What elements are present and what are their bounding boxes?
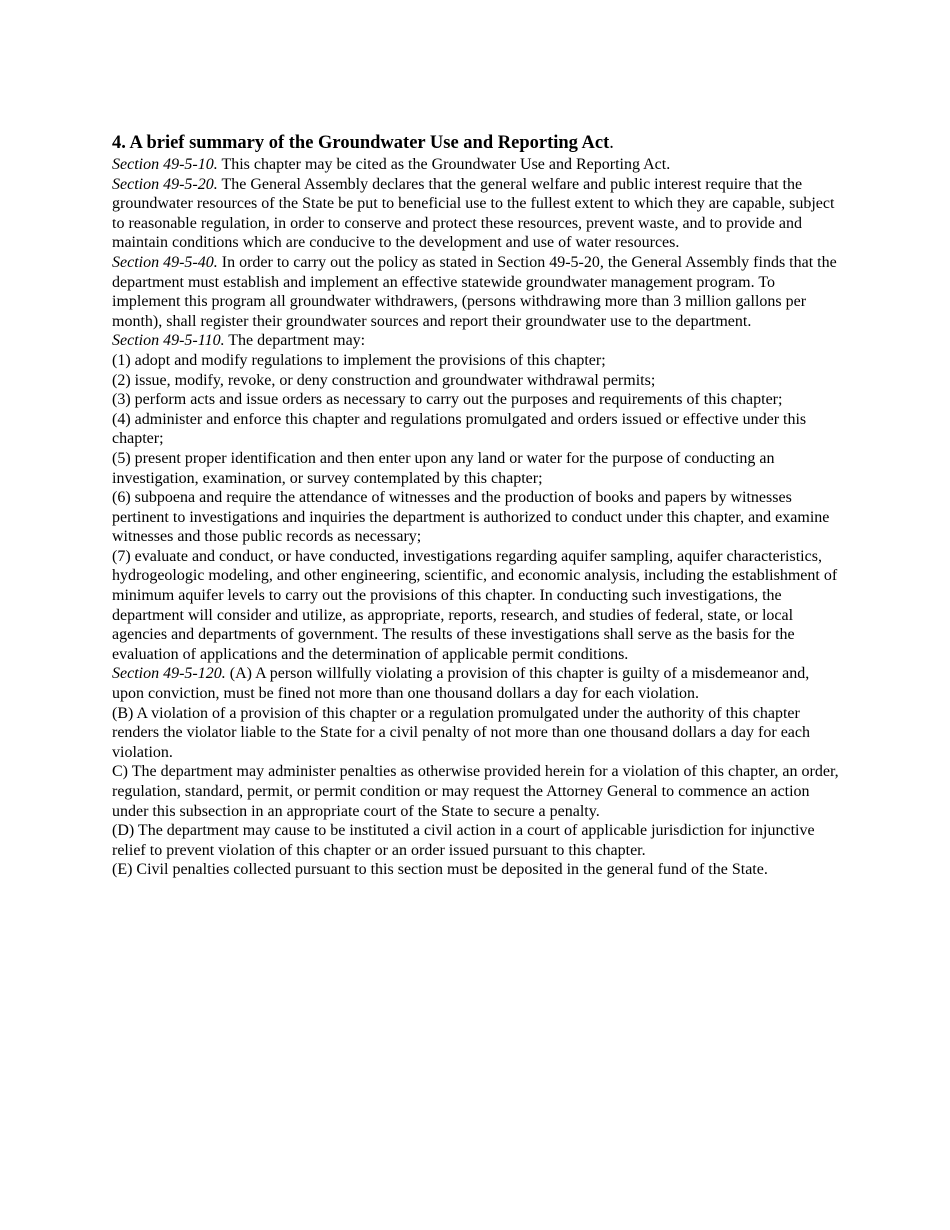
paragraph-text: In order to carry out the policy as stated in Section 49-5-20, the General Assembly finds that the department must establish and implement an effective statewide groundwater management program. To implement this program all groundwater withdrawers, (persons withdrawing more than 3 million gallons per month), shall register their groundwater sources and report their groundwater use to the department.	[112, 253, 837, 330]
subsection-e	[112, 860, 842, 880]
paragraph-text: The department may:	[224, 332, 366, 350]
document-page	[112, 131, 842, 880]
paragraph-text: This chapter may be cited as the Groundwater Use and Reporting Act.	[217, 156, 671, 173]
document-heading	[112, 131, 842, 155]
paragraph-text: (5) present proper identification and then enter upon any land or water for the purpose of conducting an investigation, examination, or survey contemplated by this chapter;	[112, 449, 775, 487]
section-number: Section 49-5-110.	[112, 332, 225, 350]
paragraph-text: The General Assembly declares that the general welfare and public interest require that the groundwater resources of the State be put to beneficial use to the fullest extent to which they are capable, subject to reasonable regulation, in order to conserve and protect these resources, prevent waste, and to provide and maintain conditions which are conducive to the development and use of water resources.	[112, 175, 835, 252]
subsection-c	[112, 762, 842, 821]
section-number: Section 49-5-20.	[112, 175, 218, 193]
list-item-2	[112, 371, 842, 391]
paragraph-text: (4) administer and enforce this chapter and regulations promulgated and orders issued or effective under this chapter;	[112, 410, 807, 448]
paragraph-text: (2) issue, modify, revoke, or deny construction and groundwater withdrawal permits;	[112, 371, 656, 389]
list-item-7	[112, 547, 842, 665]
paragraph-text: (E) Civil penalties collected pursuant to this section must be deposited in the general fund of the State.	[112, 861, 768, 879]
section-number: Section 49-5-40.	[112, 253, 218, 271]
section-number: Section 49-5-10.	[112, 156, 218, 173]
paragraph-text: (1) adopt and modify regulations to implement the provisions of this chapter;	[112, 351, 606, 369]
subsection-b	[112, 704, 842, 763]
section-number: Section 49-5-120.	[112, 665, 226, 683]
heading-text: 4. A brief summary of the Groundwater Use and Reporting Act	[112, 133, 610, 153]
paragraph-text: (A) A person willfully violating a provision of this chapter is guilty of a misdemeanor and, upon conviction, must be fined not more than one thousand dollars a day for each violation.	[112, 665, 810, 703]
paragraph-text: (7) evaluate and conduct, or have conducted, investigations regarding aquifer sampling, aquifer characteristics, hydrogeologic modeling, and other engineering, scientific, and economic analysis, including the establishment of minimum aquifer levels to carry out the provisions of this chapter. In conducting such investigations, the department will consider and utilize, as appropriate, reports, research, and studies of federal, state, or local agencies and departments of government. The results of these investigations shall serve as the basis for the evaluation of applications and the determination of applicable permit conditions.	[112, 547, 838, 663]
paragraph-section-49-5-40	[112, 253, 842, 331]
list-item-5	[112, 449, 842, 488]
paragraph-section-49-5-20	[112, 175, 842, 253]
list-item-6	[112, 488, 842, 547]
paragraph-text: (B) A violation of a provision of this chapter or a regulation promulgated under the authority of this chapter renders the violator liable to the State for a civil penalty of not more than one thousand dollars a day for each violation.	[112, 704, 810, 761]
paragraph-section-49-5-110	[112, 331, 842, 351]
paragraph-section-49-5-10	[112, 155, 842, 175]
list-item-3	[112, 390, 842, 410]
paragraph-text: (D) The department may cause to be instituted a civil action in a court of applicable jurisdiction for injunctive relief to prevent violation of this chapter or an order issued pursuant to this chapter.	[112, 822, 815, 859]
heading-period: .	[609, 133, 614, 153]
list-item-1	[112, 351, 842, 371]
paragraph-section-49-5-120	[112, 664, 842, 703]
paragraph-text: C) The department may administer penalties as otherwise provided herein for a violation of this chapter, an order, regulation, standard, permit, or permit condition or may request the Attorney General to commence an action under this subsection in an appropriate court of the State to secure a penalty.	[112, 763, 839, 820]
list-item-4	[112, 410, 842, 449]
paragraph-text: (6) subpoena and require the attendance of witnesses and the production of books and papers by witnesses pertinent to investigations and inquiries the department is authorized to conduct under this chapter, and examine witnesses and those public records as necessary;	[112, 489, 830, 546]
paragraph-text: (3) perform acts and issue orders as necessary to carry out the purposes and requirements of this chapter;	[112, 391, 783, 409]
subsection-d	[112, 821, 842, 860]
